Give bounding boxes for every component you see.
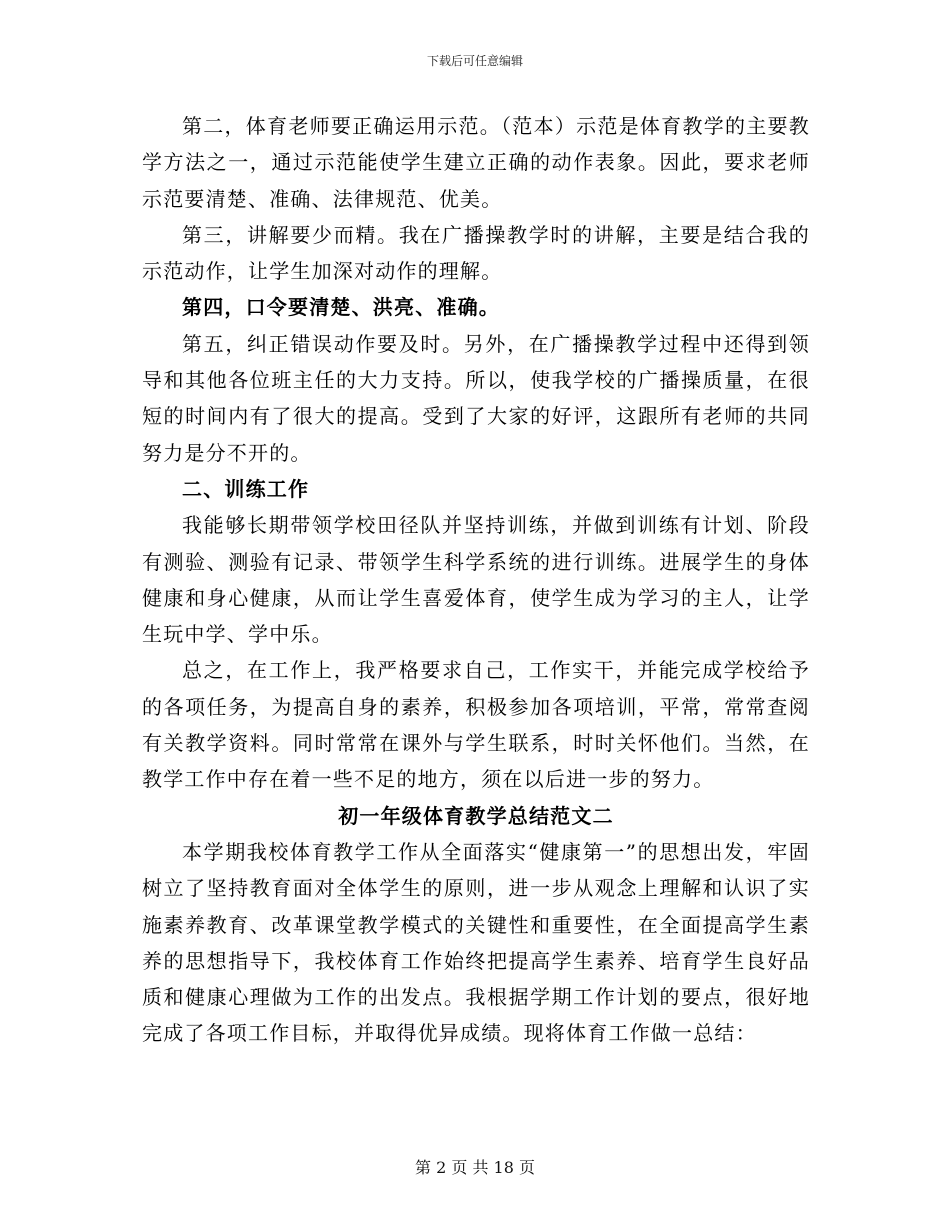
paragraph-summary: 总之，在工作上，我严格要求自己，工作实干，并能完成学校给予的各项任务，为提高自身的素养，积极参加各项培训，平常，常常查阅有关教学资料。同时常常在课外与学生联系，时时关怀他们。当然，在教学工作中存在着一些不足的地方，须在以后进一步的努力。 bbox=[142, 658, 810, 792]
paragraph-correction: 第五，纠正错误动作要及时。另外，在广播操教学过程中还得到领导和其他各位班主任的大力支持。所以，使我学校的广播操质量，在很短的时间内有了很大的提高。受到了大家的好评，这跟所有老师的共同努力是分不开的。 bbox=[142, 331, 810, 465]
document-body bbox=[142, 108, 810, 1052]
section-heading-training: 二、训练工作 bbox=[182, 476, 310, 501]
paragraph-explanation: 第三，讲解要少而精。我在广播操教学时的讲解，主要是结合我的示范动作，让学生加深对动作的理解。 bbox=[142, 222, 810, 284]
article-title: 初一年级体育教学总结范文二 bbox=[338, 803, 614, 828]
paragraph-intro: 本学期我校体育教学工作从全面落实“健康第一”的思想出发，牢固树立了坚持教育面对全体学生的原则，进一步从观念上理解和认识了实施素养教育、改革课堂教学模式的关键性和重要性，在全面提高学生素养的思想指导下，我校体育工作始终把提高学生素养、培育学生良好品质和健康心理做为工作的出发点。我根据学期工作计划的要点，很好地完成了各项工作目标，并取得优异成绩。现将体育工作做一总结： bbox=[142, 839, 810, 1046]
page-header: 下载后可任意编辑 bbox=[426, 54, 523, 68]
paragraph-training: 我能够长期带领学校田径队并坚持训练，并做到训练有计划、阶段有测验、测验有记录、带领学生科学系统的进行训练。进展学生的身体健康和身心健康，从而让学生喜爱体育，使学生成为学习的主人，让学生玩中学、学中乐。 bbox=[142, 513, 810, 647]
paragraph-demonstration: 第二，体育老师要正确运用示范。（范本）示范是体育教学的主要教学方法之一，通过示范能使学生建立正确的动作表象。因此，要求老师示范要清楚、准确、法律规范、优美。 bbox=[142, 114, 810, 211]
page-number: 第 2 页 共 18 页 bbox=[415, 1158, 535, 1177]
paragraph-commands: 第四，口令要清楚、洪亮、准确。 bbox=[182, 295, 500, 320]
